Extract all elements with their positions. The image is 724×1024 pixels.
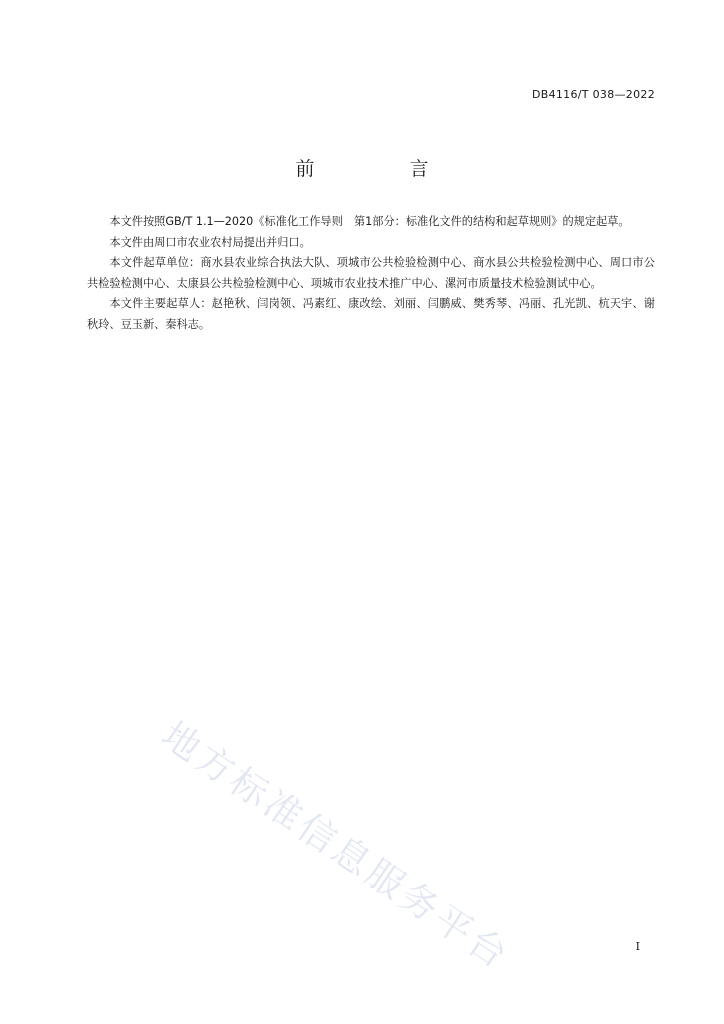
- watermark: 地方标准信息服务平台: [153, 713, 518, 979]
- page-number: I: [635, 940, 640, 953]
- document-code: DB4116/T 038—2022: [531, 88, 655, 101]
- paragraph-drafting-rules: 本文件按照GB/T 1.1—2020《标准化工作导则 第1部分：标准化文件的结构和起草规则》的规定起草。: [109, 215, 630, 228]
- document-body: [87, 212, 655, 335]
- paragraph-drafting-units: 本文件起草单位：商水县农业综合执法大队、项城市公共检验检测中心、商水县公共检验检测中心、周口市公共检验检测中心、太康县公共检验检测中心、项城市农业技术推广中心、漯河市质量技术检验测试中心。: [87, 256, 655, 290]
- paragraph-drafters: 本文件主要起草人：赵艳秋、闫岗领、冯素红、康改绘、刘丽、闫鹏威、樊秀琴、冯丽、孔光凯、杭天宇、谢秋玲、豆玉新、秦科志。: [87, 297, 655, 331]
- paragraph-proposer: 本文件由周口市农业农村局提出并归口。: [109, 235, 311, 249]
- page-title: 前 言: [295, 158, 467, 180]
